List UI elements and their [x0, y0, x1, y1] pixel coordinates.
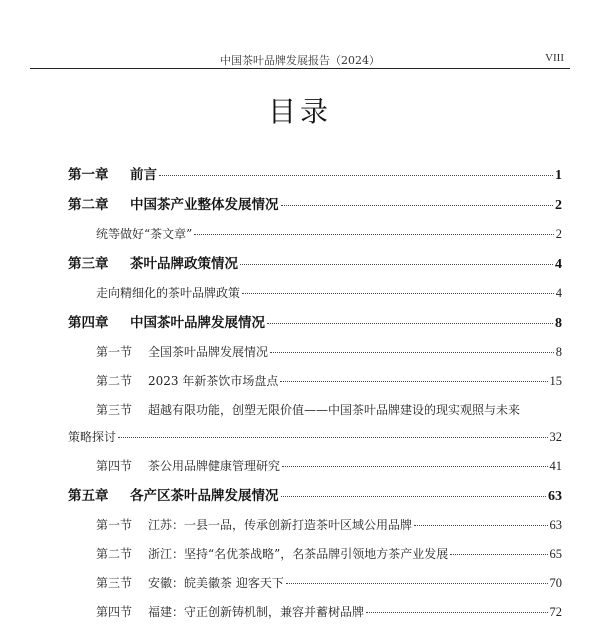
dot-leader: [366, 612, 547, 613]
dot-leader: [240, 264, 553, 265]
section-page: 41: [549, 459, 562, 473]
dot-leader: [159, 175, 553, 176]
chapter-label: 第一章: [68, 167, 109, 183]
section-title: 茶公用品牌健康管理研究: [148, 459, 281, 473]
page-number: VIII: [545, 52, 564, 64]
section-page: 65: [549, 547, 562, 561]
chapter-title: 中国茶叶品牌发展情况: [130, 315, 265, 331]
chapter-title: 前言: [130, 167, 157, 183]
chapter-page: 8: [555, 316, 562, 331]
toc-title: 目录: [267, 95, 332, 128]
dot-leader: [282, 466, 547, 467]
toc-section[interactable]: [68, 542, 562, 571]
section-page: 70: [549, 576, 562, 590]
toc-section[interactable]: [68, 571, 562, 600]
item-page: 4: [555, 286, 562, 300]
toc-section[interactable]: [68, 513, 562, 542]
dot-leader: [280, 381, 547, 382]
toc-item[interactable]: [68, 281, 562, 310]
dot-leader: [118, 437, 547, 438]
toc-section-wrapped-cont[interactable]: [68, 425, 562, 454]
chapter-page: 63: [548, 489, 562, 504]
toc-section[interactable]: [68, 369, 562, 398]
toc-section-wrapped[interactable]: [68, 398, 562, 425]
section-label: 第三节: [96, 576, 133, 590]
dot-leader: [281, 205, 554, 206]
dot-leader: [414, 525, 547, 526]
chapter-title: 中国茶产业整体发展情况: [130, 197, 279, 213]
dot-leader: [194, 234, 553, 235]
chapter-page: 2: [555, 198, 562, 213]
report-title: 中国茶叶品牌发展报告（2024）: [220, 54, 380, 67]
section-label: 第三节: [96, 403, 133, 417]
dot-leader: [270, 352, 554, 353]
section-page: 8: [555, 345, 562, 359]
toc-chapter-4[interactable]: [68, 310, 562, 340]
toc-item[interactable]: [68, 222, 562, 251]
dot-leader: [281, 496, 547, 497]
section-title: 2023 年新茶饮市场盘点: [148, 374, 279, 388]
chapter-title: 各产区茶叶品牌发展情况: [130, 488, 279, 504]
toc-section[interactable]: [68, 340, 562, 369]
section-label: 第四节: [96, 605, 133, 619]
item-title: 统等做好“茶文章”: [96, 227, 193, 241]
toc-chapter-2[interactable]: [68, 192, 562, 222]
section-title: 全国茶叶品牌发展情况: [148, 345, 269, 359]
section-title: 浙江：坚持“名优茶战略”，名茶品牌引领地方茶产业发展: [148, 547, 449, 561]
toc-chapter-1[interactable]: [68, 162, 562, 192]
toc-section[interactable]: [68, 600, 562, 629]
section-label: 第四节: [96, 459, 133, 473]
section-title: 安徽：皖美徽茶 迎客天下: [148, 576, 284, 590]
section-title: 超越有限功能，创塑无限价值——中国茶叶品牌建设的现实观照与未来: [148, 403, 521, 417]
section-label: 第二节: [96, 374, 133, 388]
section-title: 福建：守正创新铸机制，兼容并蓄树品牌: [148, 605, 365, 619]
section-page: 72: [549, 605, 562, 619]
chapter-label: 第三章: [68, 256, 109, 272]
chapter-title: 茶叶品牌政策情况: [130, 256, 238, 272]
running-header: [30, 50, 570, 69]
item-page: 2: [555, 227, 562, 241]
chapter-page: 1: [555, 168, 562, 183]
dot-leader: [286, 583, 548, 584]
section-page: 32: [549, 430, 562, 444]
chapter-page: 4: [555, 257, 562, 272]
toc-chapter-3[interactable]: [68, 251, 562, 281]
dot-leader: [242, 293, 554, 294]
section-page: 63: [549, 518, 562, 532]
dot-leader: [267, 323, 553, 324]
section-label: 第一节: [96, 518, 133, 532]
chapter-label: 第二章: [68, 197, 109, 213]
section-label: 第一节: [96, 345, 133, 359]
section-label: 第二节: [96, 547, 133, 561]
toc-section[interactable]: [68, 454, 562, 483]
section-title-continued: 策略探讨: [68, 430, 117, 444]
table-of-contents: [68, 162, 562, 629]
chapter-label: 第五章: [68, 488, 109, 504]
item-title: 走向精细化的茶叶品牌政策: [96, 286, 241, 300]
section-page: 15: [549, 374, 562, 388]
dot-leader: [450, 554, 547, 555]
section-title: 江苏：一县一品，传承创新打造茶叶区域公用品牌: [148, 518, 413, 532]
toc-chapter-5[interactable]: [68, 483, 562, 513]
chapter-label: 第四章: [68, 315, 109, 331]
